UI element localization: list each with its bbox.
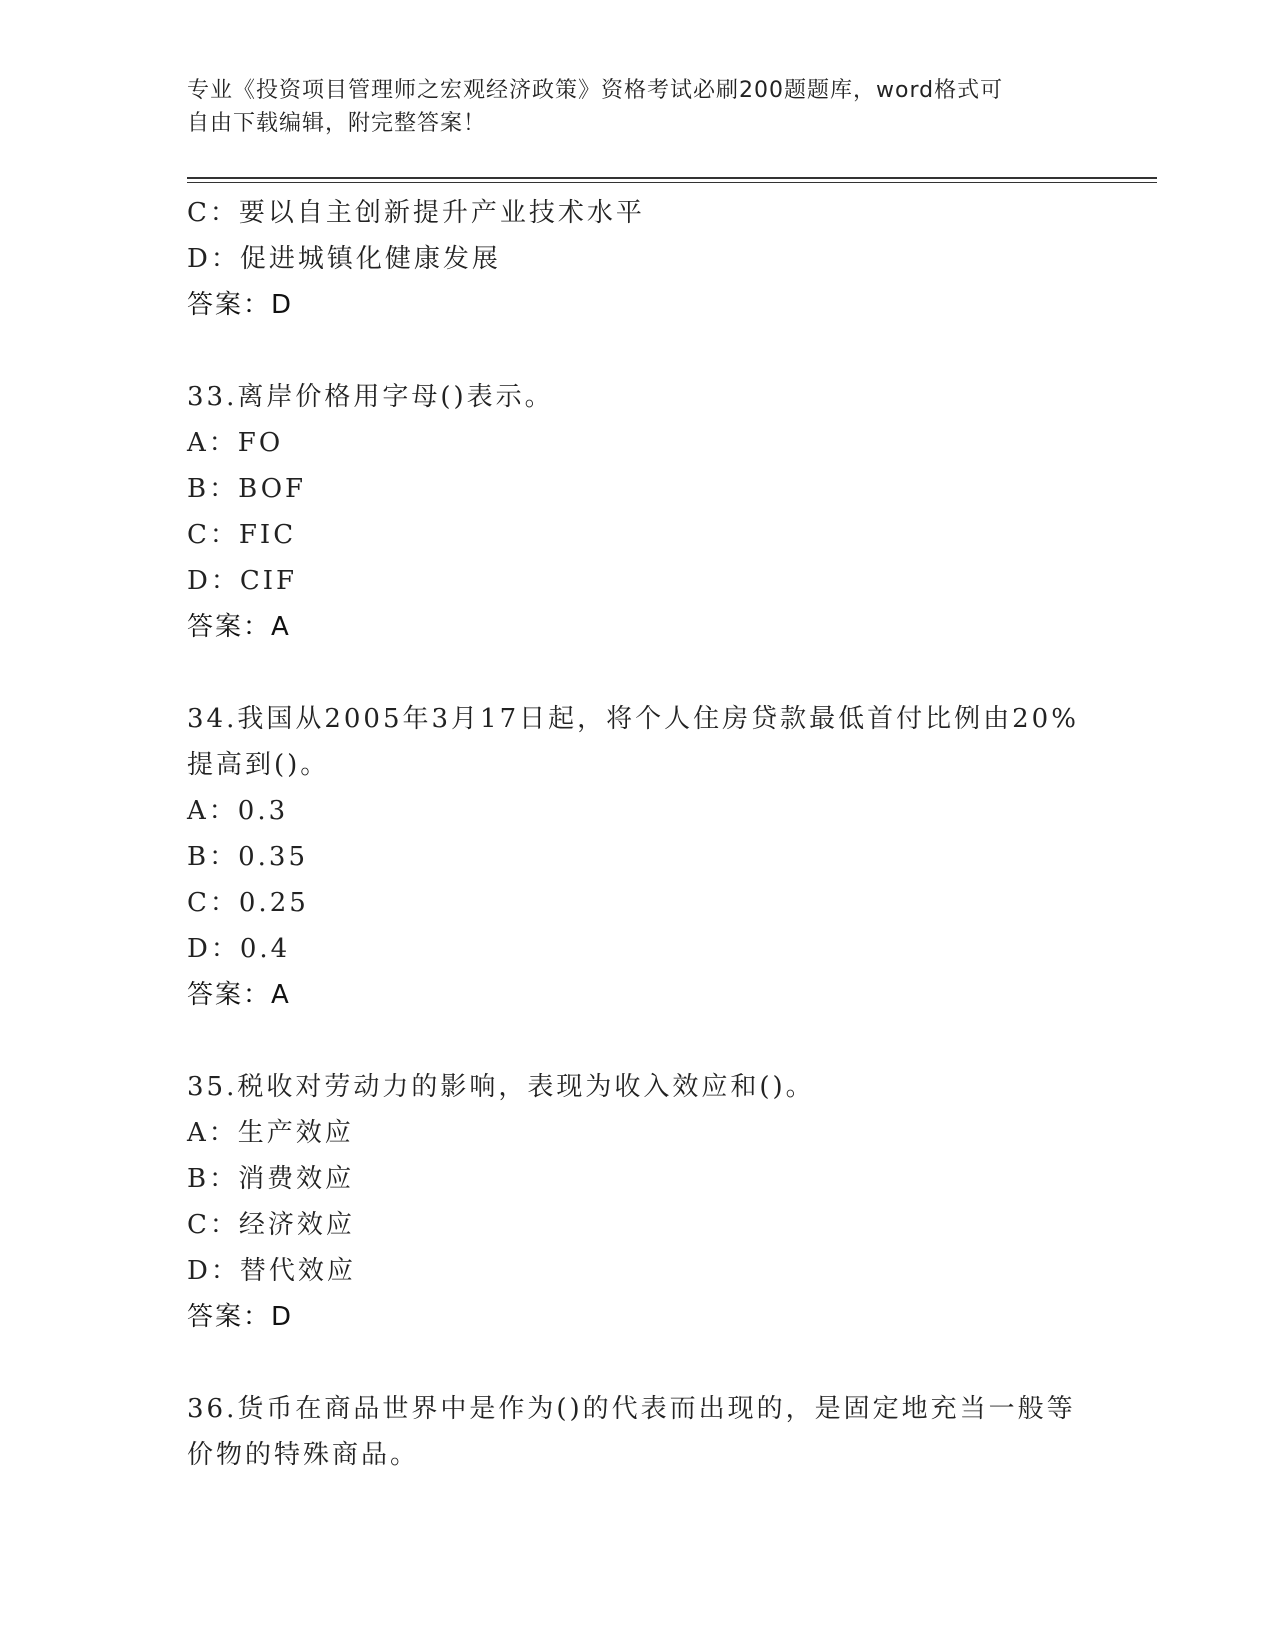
answer-line: 答案：A — [187, 612, 291, 642]
spacer — [187, 1018, 1157, 1064]
question-text: 33.离岸价格用字母()表示。 — [187, 382, 554, 412]
option-c: C：FIC — [187, 520, 297, 550]
question-text-line-2: 价物的特殊商品。 — [187, 1440, 420, 1470]
option-b: B：消费效应 — [187, 1164, 355, 1194]
question-text-line-1: 36.货币在商品世界中是作为()的代表而出现的，是固定地充当一般等 — [187, 1394, 1076, 1424]
document-header — [187, 74, 1067, 140]
answer-line: 答案：D — [187, 1302, 294, 1332]
question-36 — [187, 1386, 1157, 1478]
prev-question — [187, 190, 1157, 328]
option-d: D：促进城镇化健康发展 — [187, 244, 501, 274]
answer-line: 答案：D — [187, 290, 294, 320]
option-d: D：CIF — [187, 566, 298, 596]
question-35 — [187, 1064, 1157, 1340]
spacer — [187, 650, 1157, 696]
option-c: C：要以自主创新提升产业技术水平 — [187, 198, 645, 228]
header-line-2: 自由下载编辑，附完整答案！ — [187, 111, 487, 136]
question-text: 35.税收对劳动力的影响，表现为收入效应和()。 — [187, 1072, 815, 1102]
option-d: D：0.4 — [187, 934, 291, 964]
question-34 — [187, 696, 1157, 1018]
answer-line: 答案：A — [187, 980, 291, 1010]
question-list — [187, 190, 1157, 1478]
spacer — [187, 328, 1157, 374]
question-text-line-1: 34.我国从2005年3月17日起，将个人住房贷款最低首付比例由20% — [187, 704, 1079, 734]
header-divider — [187, 177, 1157, 183]
option-a: A：0.3 — [187, 796, 289, 826]
option-b: B：BOF — [187, 474, 307, 504]
option-c: C：0.25 — [187, 888, 309, 918]
option-b: B：0.35 — [187, 842, 308, 872]
question-text-line-2: 提高到()。 — [187, 750, 330, 780]
option-a: A：生产效应 — [187, 1118, 354, 1148]
question-33 — [187, 374, 1157, 650]
spacer — [187, 1340, 1157, 1386]
option-c: C：经济效应 — [187, 1210, 355, 1240]
header-line-1: 专业《投资项目管理师之宏观经济政策》资格考试必刷200题题库，word格式可 — [187, 78, 1004, 103]
option-a: A：FO — [187, 428, 284, 458]
option-d: D：替代效应 — [187, 1256, 356, 1286]
